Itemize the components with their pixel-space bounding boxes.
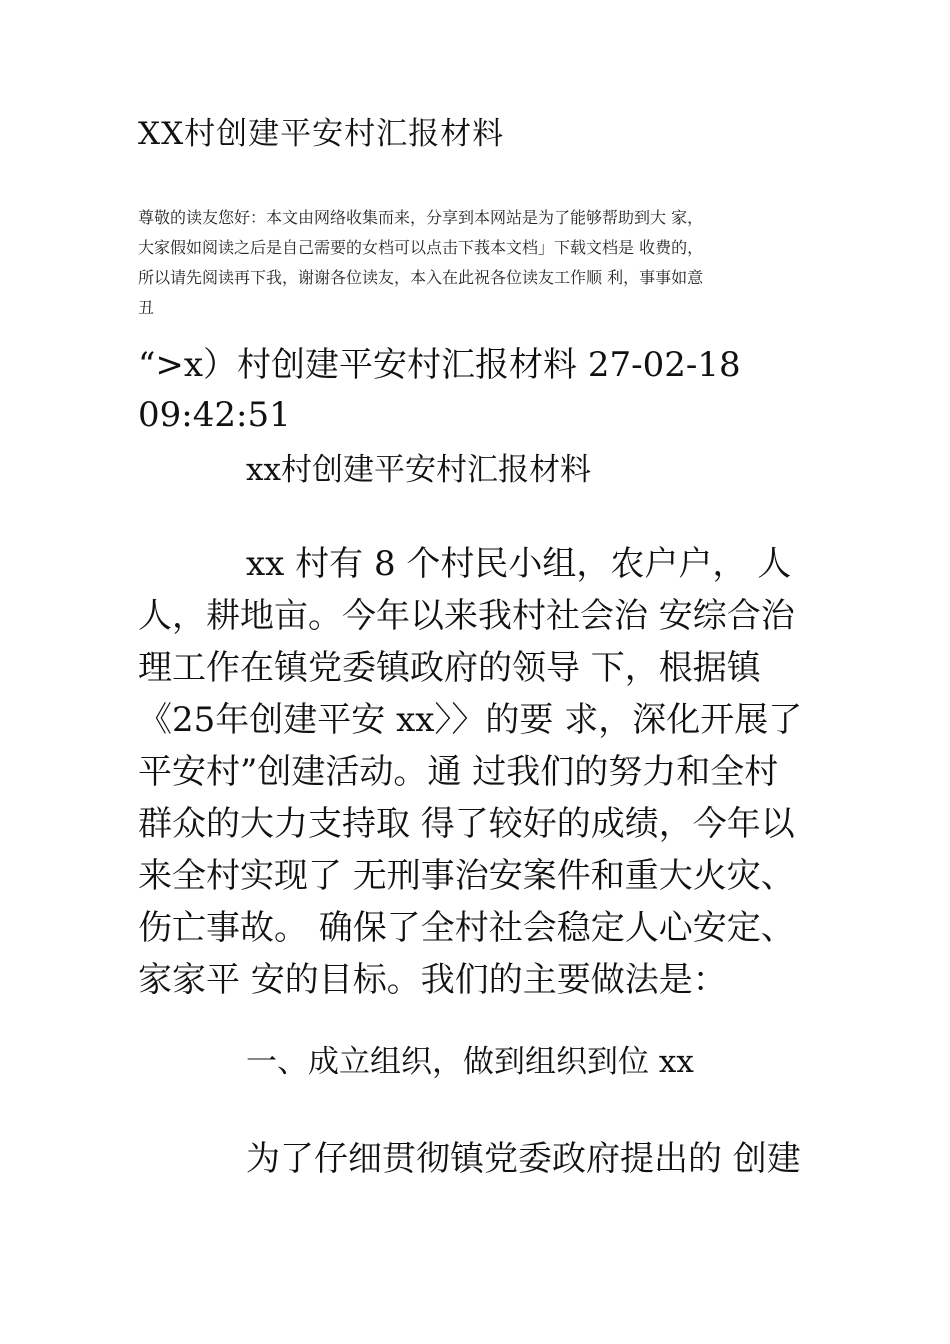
paragraph-start: 为了仔细贯彻镇党委政府提出的 创建 — [246, 1139, 801, 1179]
section-heading: 一、成立组织，做到组织到位 xx — [246, 1044, 694, 1080]
body-line: 群众的大力支持取 得了较好的成绩，今年以 — [138, 804, 795, 844]
body-line: 伤亡事故。 确保了全村社会稳定人心安定、 — [138, 908, 795, 948]
article-timestamp: 09:42:51 — [138, 395, 291, 435]
body-line: 《25年创建平安 xx〉〉的要 求，深化开展了 — [138, 700, 803, 740]
reader-notice — [138, 203, 838, 323]
body-paragraph — [138, 538, 838, 1006]
article-subtitle: xx村创建平安村汇报材料 — [246, 452, 591, 488]
body-line: 人，耕地亩。今年以来我村社会治 安综合治 — [138, 596, 795, 636]
notice-line: 大家假如阅读之后是自己需要的女档可以点击下莪本文档」下载文档是 收费的， — [138, 238, 704, 257]
body-line: 理工作在镇党委镇政府的领导 下，根据镇 — [138, 648, 761, 688]
notice-line: 丑 — [138, 298, 155, 317]
article-heading — [138, 340, 741, 440]
article-heading-line: “>x）村创建平安村汇报材料 27-02-18 — [138, 345, 741, 385]
document-title: XX村创建平安村汇报材料 — [138, 116, 505, 152]
notice-line: 所以请先阅读再下我，谢谢各位读友，本入在此祝各位读友工作顺 利，事事如意 — [138, 268, 704, 287]
body-line: 来全村实现了 无刑事治安案件和重大火灾、 — [138, 856, 795, 896]
body-line: 家家平 安的目标。我们的主要做法是： — [138, 960, 727, 1000]
notice-line: 尊敬的读友您好：本文由网络收集而来，分享到本网站是为了能够帮助到大 家， — [138, 208, 704, 227]
body-line: xx 村有 8 个村民小组，农户户， 人 — [246, 544, 792, 584]
body-line: 平安村”创建活动。通 过我们的努力和全村 — [138, 752, 779, 792]
